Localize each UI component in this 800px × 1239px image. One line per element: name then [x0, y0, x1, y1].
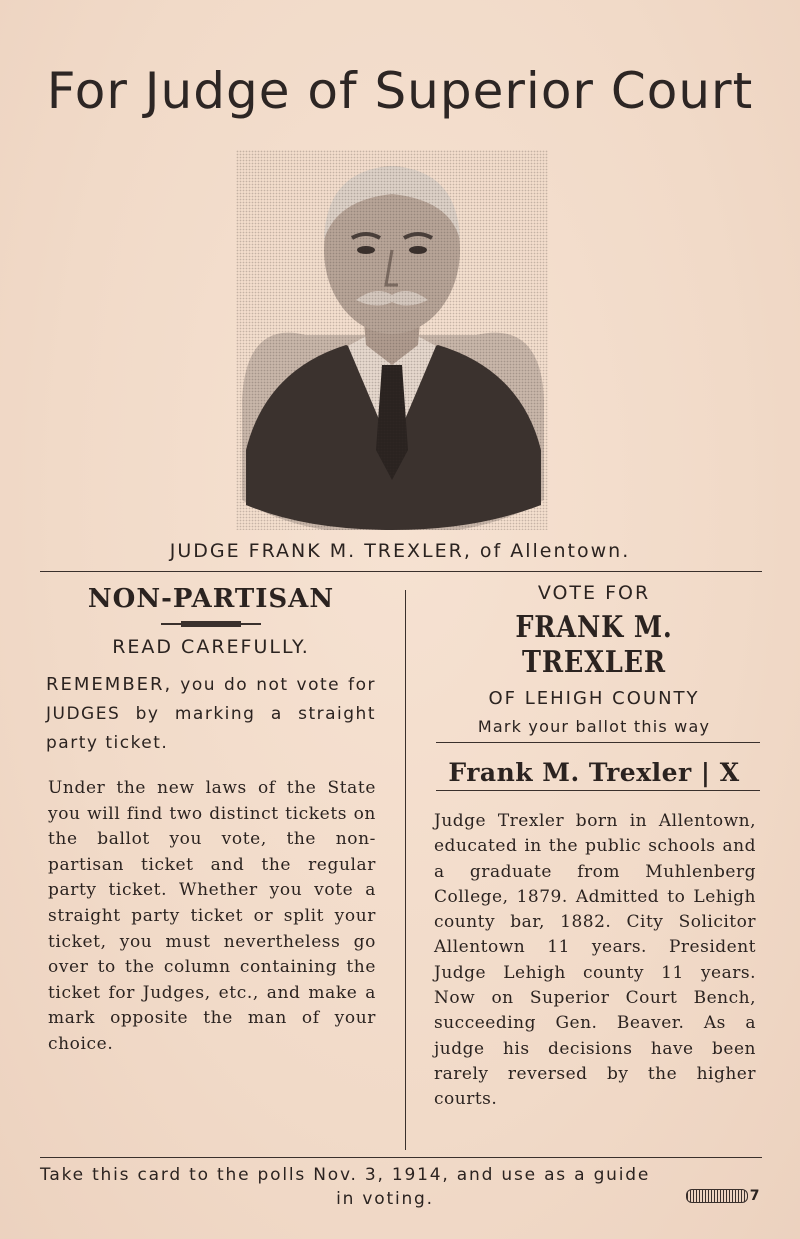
read-carefully: READ CAREFULLY.	[112, 636, 310, 658]
divider-column	[405, 590, 406, 1150]
candidate-name: FRANK M. TREXLER	[515, 610, 673, 680]
union-number: 7	[749, 1188, 760, 1204]
footer-note	[40, 1163, 770, 1211]
county-label: OF LEHIGH COUNTY	[488, 688, 700, 709]
remember-paragraph	[46, 670, 376, 758]
vote-for-label: VOTE FOR	[537, 582, 651, 604]
portrait-photo	[236, 150, 548, 530]
remember-text: you do not vote for JUDGES by marking a straight party ticket.	[46, 675, 376, 753]
biography-paragraph: Judge Trexler born in Allentown, educated in the public schools and a graduate from Muhlenberg College, 1879. Admitted to Lehigh county bar, 1882. City Solicitor Allentown 11 years. President Judge Lehigh county 11 years. Now on Superior Court Bench, succeeding Gen. Beaver. As a judge his decisions have been rarely reversed by the higher courts.	[434, 811, 756, 1110]
ballot-rule-bottom	[436, 790, 760, 791]
remember-lead: REMEMBER,	[46, 674, 173, 695]
footer-line-2: in voting.	[336, 1189, 434, 1209]
left-column	[46, 580, 376, 1058]
union-bug-icon	[686, 1189, 748, 1203]
union-label	[686, 1188, 760, 1204]
portrait-caption: JUDGE FRANK M. TREXLER, of Allentown.	[169, 540, 631, 562]
non-partisan-heading: NON-PARTISAN	[87, 584, 335, 614]
right-column	[428, 580, 760, 1113]
divider-top	[40, 571, 762, 572]
page-title: For Judge of Superior Court	[46, 62, 754, 120]
ballot-instruction: Mark your ballot this way	[477, 717, 711, 736]
ornament-rule	[161, 620, 261, 628]
divider-bottom	[40, 1157, 762, 1158]
laws-paragraph: Under the new laws of the State you will find two distinct tickets on the ballot you vote, the non-partisan ticket and the regular party ticket. Whether you vote a straight party ticket or split your ticket, you must nevertheless go over to the column containing the ticket for Judges, etc., and make a mark opposite the man of your choice.	[48, 778, 376, 1054]
ballot-rule-top	[436, 742, 760, 743]
footer-line-1: Take this card to the polls Nov. 3, 1914, and use as a guide	[40, 1165, 651, 1185]
sample-ballot-line: Frank M. Trexler | X	[448, 758, 740, 787]
